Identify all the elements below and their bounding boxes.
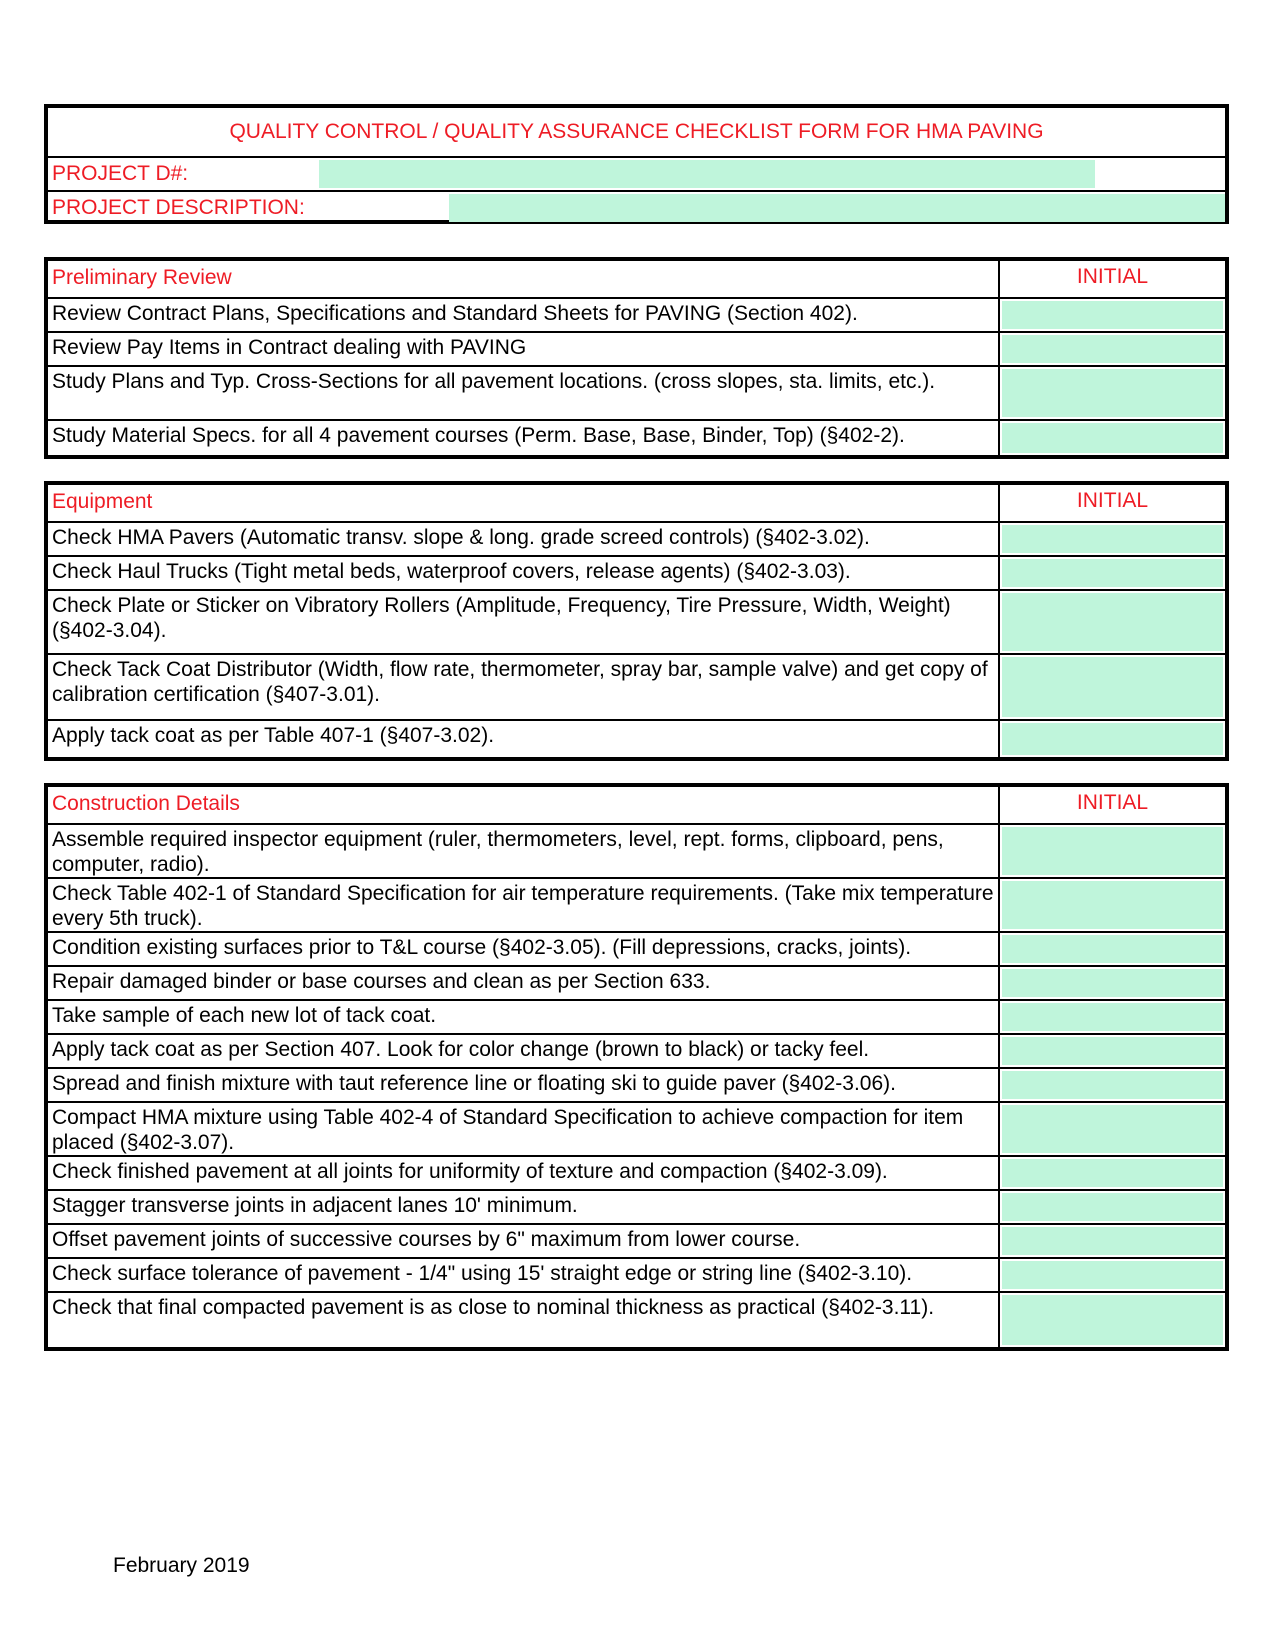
- project-id-field[interactable]: [319, 160, 1095, 188]
- checklist-row: [48, 879, 1225, 933]
- section-preliminary-review: [44, 257, 1229, 459]
- initial-cell[interactable]: [1000, 933, 1225, 965]
- checklist-item-text: Apply tack coat as per Section 407. Look for color change (brown to black) or tacky feel.: [48, 1035, 1000, 1067]
- checklist-item-text: Check surface tolerance of pavement - 1/4" using 15' straight edge or string line (§402-3.10).: [48, 1259, 1000, 1291]
- checklist-row: [48, 367, 1225, 421]
- checklist-row: [48, 1293, 1225, 1347]
- checklist-row: [48, 1157, 1225, 1191]
- section-header: [48, 787, 1225, 825]
- initial-cell[interactable]: [1000, 367, 1225, 419]
- initial-cell[interactable]: [1000, 967, 1225, 999]
- project-description-label: PROJECT DESCRIPTION:: [52, 196, 305, 219]
- initial-cell[interactable]: [1000, 879, 1225, 931]
- initial-cell[interactable]: [1000, 523, 1225, 555]
- checklist-item-text: Check Tack Coat Distributor (Width, flow rate, thermometer, spray bar, sample valve) and get copy of calibration certification (§407-3.01).: [48, 655, 1000, 719]
- section-title: Preliminary Review: [48, 261, 1000, 297]
- checklist-row: [48, 1103, 1225, 1157]
- checklist-row: [48, 1225, 1225, 1259]
- initial-cell[interactable]: [1000, 333, 1225, 365]
- initial-cell[interactable]: [1000, 1259, 1225, 1291]
- initial-cell[interactable]: [1000, 1225, 1225, 1257]
- form-header: [44, 104, 1229, 224]
- checklist-item-text: Repair damaged binder or base courses and clean as per Section 633.: [48, 967, 1000, 999]
- initial-cell[interactable]: [1000, 591, 1225, 653]
- initial-cell[interactable]: [1000, 1103, 1225, 1155]
- project-description-row: [48, 192, 1225, 226]
- checklist-item-text: Assemble required inspector equipment (ruler, thermometers, level, rept. forms, clipboard, pens, computer, radio).: [48, 825, 1000, 877]
- checklist-row: [48, 1035, 1225, 1069]
- initial-cell[interactable]: [1000, 1293, 1225, 1347]
- checklist-item-text: Check finished pavement at all joints for uniformity of texture and compaction (§402-3.09).: [48, 1157, 1000, 1189]
- footer-date: February 2019: [113, 1554, 250, 1577]
- initial-cell[interactable]: [1000, 1069, 1225, 1101]
- checklist-row: [48, 721, 1225, 757]
- checklist-item-text: Compact HMA mixture using Table 402-4 of Standard Specification to achieve compaction for item placed (§402-3.07).: [48, 1103, 1000, 1155]
- initial-cell[interactable]: [1000, 721, 1225, 757]
- initial-cell[interactable]: [1000, 1001, 1225, 1033]
- checklist-item-text: Check HMA Pavers (Automatic transv. slope & long. grade screed controls) (§402-3.02).: [48, 523, 1000, 555]
- checklist-item-text: Take sample of each new lot of tack coat.: [48, 1001, 1000, 1033]
- checklist-row: [48, 655, 1225, 721]
- checklist-row: [48, 1259, 1225, 1293]
- project-id-row: [48, 158, 1225, 192]
- initial-cell[interactable]: [1000, 655, 1225, 719]
- checklist-row: [48, 591, 1225, 655]
- initial-cell[interactable]: [1000, 421, 1225, 455]
- checklist-item-text: Check that final compacted pavement is as close to nominal thickness as practical (§402-3.11).: [48, 1293, 1000, 1347]
- checklist-row: [48, 557, 1225, 591]
- checklist-item-text: Check Table 402-1 of Standard Specification for air temperature requirements. (Take mix temperature every 5th truck).: [48, 879, 1000, 931]
- checklist-row: [48, 1069, 1225, 1103]
- initial-cell[interactable]: [1000, 557, 1225, 589]
- checklist-row: [48, 523, 1225, 557]
- checklist-row: [48, 825, 1225, 879]
- initial-cell[interactable]: [1000, 1157, 1225, 1189]
- checklist-row: [48, 933, 1225, 967]
- checklist-row: [48, 1001, 1225, 1035]
- checklist-row: [48, 421, 1225, 455]
- checklist-item-text: Spread and finish mixture with taut reference line or floating ski to guide paver (§402-3.06).: [48, 1069, 1000, 1101]
- checklist-row: [48, 333, 1225, 367]
- checklist-item-text: Review Pay Items in Contract dealing with PAVING: [48, 333, 1000, 365]
- initial-header: INITIAL: [1076, 265, 1149, 288]
- section-title: Equipment: [48, 485, 1000, 521]
- checklist-item-text: Check Haul Trucks (Tight metal beds, waterproof covers, release agents) (§402-3.03).: [48, 557, 1000, 589]
- project-description-field[interactable]: [449, 194, 1225, 222]
- checklist-item-text: Check Plate or Sticker on Vibratory Rollers (Amplitude, Frequency, Tire Pressure, Width, Weight) (§402-3.04).: [48, 591, 1000, 653]
- section-header: [48, 261, 1225, 299]
- checklist-item-text: Apply tack coat as per Table 407-1 (§407-3.02).: [48, 721, 1000, 757]
- checklist-item-text: Stagger transverse joints in adjacent lanes 10' minimum.: [48, 1191, 1000, 1223]
- checklist-item-text: Condition existing surfaces prior to T&L course (§402-3.05). (Fill depressions, cracks, joints).: [48, 933, 1000, 965]
- checklist-item-text: Offset pavement joints of successive courses by 6" maximum from lower course.: [48, 1225, 1000, 1257]
- project-id-label: PROJECT D#:: [52, 162, 189, 185]
- section-header: [48, 485, 1225, 523]
- checklist-item-text: Review Contract Plans, Specifications and Standard Sheets for PAVING (Section 402).: [48, 299, 1000, 331]
- initial-header: INITIAL: [1076, 489, 1149, 512]
- initial-cell[interactable]: [1000, 299, 1225, 331]
- section-title: Construction Details: [48, 787, 1000, 823]
- checklist-row: [48, 967, 1225, 1001]
- section-equipment: [44, 481, 1229, 761]
- checklist-item-text: Study Material Specs. for all 4 pavement courses (Perm. Base, Base, Binder, Top) (§402-2).: [48, 421, 1000, 455]
- initial-cell[interactable]: [1000, 1035, 1225, 1067]
- checklist-row: [48, 299, 1225, 333]
- form-title: QUALITY CONTROL / QUALITY ASSURANCE CHECKLIST FORM FOR HMA PAVING: [48, 108, 1225, 158]
- section-construction-details: [44, 783, 1229, 1351]
- initial-cell[interactable]: [1000, 825, 1225, 877]
- initial-header: INITIAL: [1076, 791, 1149, 814]
- checklist-item-text: Study Plans and Typ. Cross-Sections for all pavement locations. (cross slopes, sta. limits, etc.).: [48, 367, 1000, 419]
- checklist-row: [48, 1191, 1225, 1225]
- initial-cell[interactable]: [1000, 1191, 1225, 1223]
